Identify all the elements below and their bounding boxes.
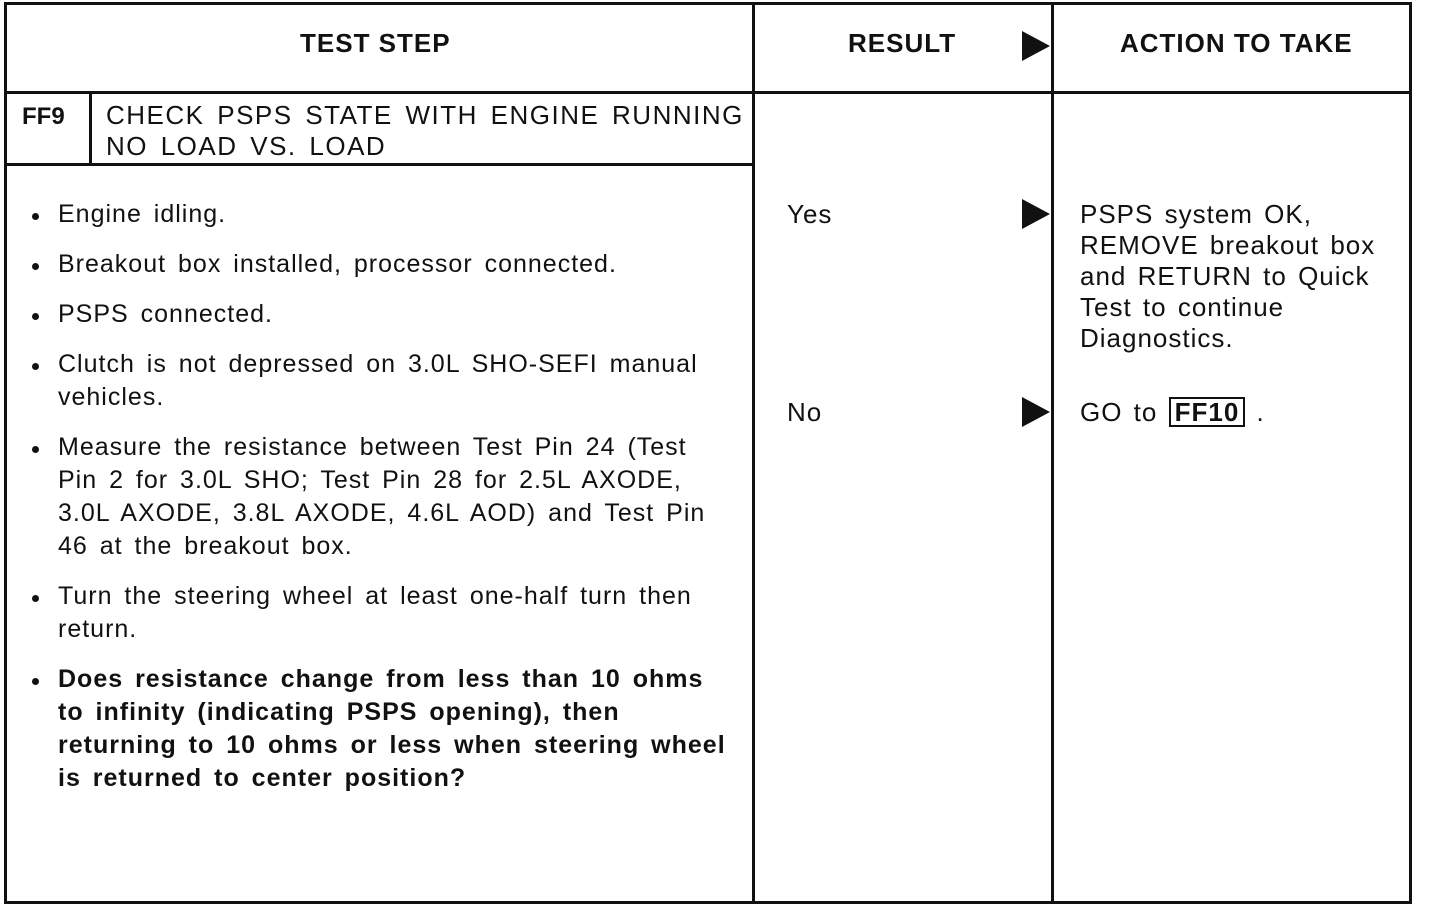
step-title: CHECK PSPS STATE WITH ENGINE RUNNING NO LOAD VS. LOAD [106,100,744,161]
instruction-text: PSPS connected. [58,300,273,328]
instruction-text: Engine idling. [58,200,227,228]
action-yes: PSPS system OK, REMOVE breakout box and RETURN to Quick Test to continue Diagnostics. [1080,199,1376,353]
bullet-icon [32,363,39,370]
bullet-icon [32,213,39,220]
instruction-item [30,298,730,331]
instruction-text: Turn the steering wheel at least one-half turn then return. [58,582,692,643]
header-arrow-icon [1022,31,1050,61]
yes-arrow-icon [1022,199,1050,229]
header-test-step: TEST STEP [300,28,451,58]
action-no-suffix: . [1256,397,1265,427]
result-yes: Yes [787,199,833,229]
column-divider-result [752,2,755,904]
action-no-prefix: GO to [1080,397,1158,427]
bullet-icon [32,678,39,685]
instruction-text: Does resistance change from less than 10 ohms to infinity (indicating PSPS opening), then returning to 10 ohms or less when steering wheel is returned to center position? [58,665,726,792]
bullet-icon [32,446,39,453]
step-reference-ff10[interactable]: FF10 [1169,397,1246,427]
instruction-item [30,248,730,281]
instruction-item [30,580,730,646]
instruction-question [30,663,730,795]
header-action-to-take: ACTION TO TAKE [1120,28,1353,58]
instruction-item [30,348,730,414]
header-result: RESULT [848,28,957,58]
column-divider-action [1051,2,1054,904]
instruction-text: Breakout box installed, processor connected. [58,250,617,278]
bullet-icon [32,595,39,602]
header-divider [4,91,1412,94]
bullet-icon [32,263,39,270]
instruction-text: Measure the resistance between Test Pin 24 (Test Pin 2 for 3.0L SHO; Test Pin 28 for 2.5L AXODE, 3.0L AXODE, 3.8L AXODE, 4.6L AOD) and Test Pin 46 at the breakout box. [58,433,706,560]
step-title-divider [4,163,755,166]
step-id-divider [89,93,92,165]
test-step-instructions [30,198,730,812]
instruction-item [30,198,730,231]
instruction-item [30,431,730,563]
no-arrow-icon [1022,397,1050,427]
step-id: FF9 [22,103,65,130]
instruction-text: Clutch is not depressed on 3.0L SHO-SEFI manual vehicles. [58,350,698,411]
action-no [1080,397,1390,428]
bullet-icon [32,313,39,320]
result-no: No [787,397,823,427]
